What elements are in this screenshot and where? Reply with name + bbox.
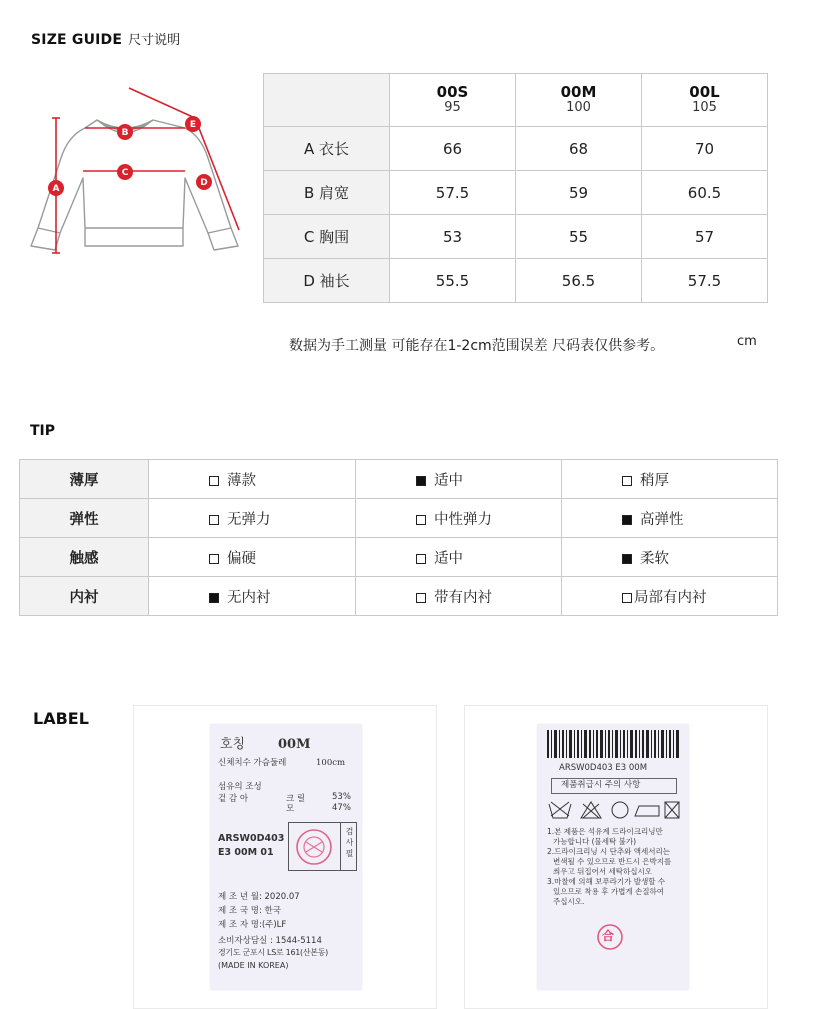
checkbox-empty-icon [416, 593, 426, 603]
table-cell: 53 [390, 215, 516, 259]
tag-care-line: 주십시오. [553, 897, 585, 906]
checkbox-filled-icon [416, 476, 426, 486]
size-header-blank [264, 74, 390, 127]
row-label: B 肩宽 [264, 171, 390, 215]
tip-option [356, 499, 562, 538]
tip-option [356, 460, 562, 499]
tag-care-line: 씌우고 뒤집어서 세탁하십시오 [553, 867, 652, 876]
checkbox-empty-icon [416, 554, 426, 564]
tip-row-label: 内衬 [20, 577, 149, 616]
tip-row-label: 弹性 [20, 499, 149, 538]
tip-option [149, 577, 356, 616]
tip-option [356, 577, 562, 616]
tip-row-thickness [20, 460, 778, 499]
tag-style-code: ARSW0D403 [218, 833, 285, 844]
tag-fiber-pct: 47% [332, 803, 351, 813]
tip-row-elasticity [20, 499, 778, 538]
tip-option-text: 稍厚 [640, 472, 669, 489]
tag-mfg-date: 제 조 년 월: 2020.07 [218, 892, 300, 902]
table-row [264, 215, 768, 259]
checkbox-filled-icon [622, 554, 632, 564]
row-label: A 衣长 [264, 127, 390, 171]
table-row [264, 171, 768, 215]
checkbox-filled-icon [209, 593, 219, 603]
checkbox-empty-icon [622, 593, 632, 603]
label-title: LABEL [33, 709, 89, 728]
size-guide-title [31, 29, 180, 48]
size-name: 00L [689, 82, 720, 101]
tag-fiber-name: 모 [286, 804, 295, 814]
tag-fiber-name: 크 릴 [286, 794, 306, 804]
tag-fiber-title: 섬유의 조성 [218, 782, 262, 792]
tip-option-text: 薄款 [227, 472, 256, 489]
tip-option [562, 499, 778, 538]
tag-care-line: 있으므로 착용 후 가볍게 손질하여 [553, 887, 664, 896]
tag-made-in: (MADE IN KOREA) [218, 961, 289, 970]
unit-label: cm [737, 334, 757, 349]
tip-option-text: 无弹力 [227, 511, 271, 528]
checkbox-empty-icon [209, 515, 219, 525]
checkbox-filled-icon [622, 515, 632, 525]
table-cell: 70 [642, 127, 768, 171]
tag-care-line: 1.본 제품은 석유계 드라이크리닝만 [547, 827, 663, 836]
tag-maker: 제 조 자 명:(주)LF [218, 920, 287, 930]
tag-care-title: 제품취급시 주의 사항 [561, 780, 641, 790]
checkbox-empty-icon [416, 515, 426, 525]
table-cell: 55.5 [390, 259, 516, 303]
tag-inspect-text: 검사필 [345, 827, 354, 860]
marker-e-label: E [189, 120, 197, 130]
checkbox-empty-icon [209, 476, 219, 486]
tag-body-label: 신체치수 가슴둘레 [218, 758, 287, 768]
size-number: 105 [692, 100, 717, 116]
tip-option-text: 柔软 [640, 550, 669, 567]
title-text: SIZE GUIDE [31, 32, 123, 48]
table-cell: 55 [516, 215, 642, 259]
table-cell: 66 [390, 127, 516, 171]
approval-stamp-text: 合 [602, 929, 615, 943]
tag-size-value: 00M [278, 737, 311, 752]
tip-option-text: 局部有内衬 [634, 589, 707, 606]
tag-body-value: 100cm [316, 758, 346, 768]
tip-option-text: 适中 [434, 472, 463, 489]
table-cell: 57 [642, 215, 768, 259]
size-table [263, 73, 768, 303]
marker-a-label: A [52, 184, 60, 194]
row-label: C 胸围 [264, 215, 390, 259]
tag-mfg-country: 제 조 국 명: 한국 [218, 906, 281, 916]
size-name: 00M [560, 82, 597, 101]
table-row [264, 127, 768, 171]
care-tag-instructions [537, 724, 689, 990]
tag-fiber-pct: 53% [332, 792, 351, 802]
size-number: 100 [566, 100, 591, 116]
care-symbols-icon [547, 798, 681, 822]
tip-option-text: 无内衬 [227, 589, 271, 606]
size-name: 00S [436, 82, 469, 101]
tip-row-label: 薄厚 [20, 460, 149, 499]
table-cell: 60.5 [642, 171, 768, 215]
checkbox-empty-icon [209, 554, 219, 564]
tip-option [149, 460, 356, 499]
size-number: 95 [444, 100, 461, 116]
size-header-row [264, 74, 768, 127]
tag-style-line: E3 00M 01 [218, 847, 274, 858]
table-row [264, 259, 768, 303]
table-cell: 68 [516, 127, 642, 171]
tip-table [19, 459, 778, 616]
tip-option-text: 带有内衬 [434, 589, 492, 606]
tag-code: ARSW0D403 E3 00M [559, 763, 648, 773]
tip-option [356, 538, 562, 577]
size-col-00l [642, 74, 768, 127]
tag-size-label: 호칭 [220, 737, 246, 752]
checkbox-empty-icon [622, 476, 632, 486]
tag-care-line: 가능합니다 (물세탁 불가) [553, 837, 637, 846]
size-col-00m [516, 74, 642, 127]
tip-option-text: 高弹性 [640, 511, 684, 528]
tip-option-text: 适中 [434, 550, 463, 567]
title-subtitle: 尺寸说明 [128, 33, 181, 48]
marker-d-label: D [200, 178, 208, 188]
tip-row-label: 触感 [20, 538, 149, 577]
tag-fiber-part: 겉 감 아 [218, 794, 249, 804]
tip-option [562, 538, 778, 577]
size-col-00s [390, 74, 516, 127]
barcode-icon [547, 730, 679, 758]
table-cell: 59 [516, 171, 642, 215]
tip-title: TIP [30, 423, 56, 439]
care-tag-size [210, 724, 362, 990]
table-cell: 57.5 [642, 259, 768, 303]
tag-care-line: 3.마찰에 의해 보푸라기가 발생할 수 [547, 877, 666, 886]
tag-care-line: 2.드라이크리닝 시 단추와 액세서리는 [547, 847, 670, 856]
tip-option [149, 538, 356, 577]
tip-option [562, 577, 778, 616]
marker-c-label: C [121, 168, 129, 178]
measurement-note: 数据为手工测量 可能存在1-2cm范围误差 尺码表仅供参考。 [289, 338, 665, 354]
marker-b-label: B [121, 128, 129, 138]
tip-row-lining [20, 577, 778, 616]
tag-address: 경기도 군포시 LS로 161(산본동) [218, 948, 328, 957]
tag-consumer: 소비자상담실 : 1544-5114 [218, 936, 322, 946]
tip-row-touch [20, 538, 778, 577]
row-label: D 袖长 [264, 259, 390, 303]
tag-care-line: 변색될 수 있으므로 반드시 은박지를 [553, 857, 672, 866]
sweater-diagram [25, 78, 250, 263]
tip-option [149, 499, 356, 538]
tip-option [562, 460, 778, 499]
table-cell: 56.5 [516, 259, 642, 303]
table-cell: 57.5 [390, 171, 516, 215]
tip-option-text: 偏硬 [227, 550, 256, 567]
tip-option-text: 中性弹力 [434, 511, 492, 528]
